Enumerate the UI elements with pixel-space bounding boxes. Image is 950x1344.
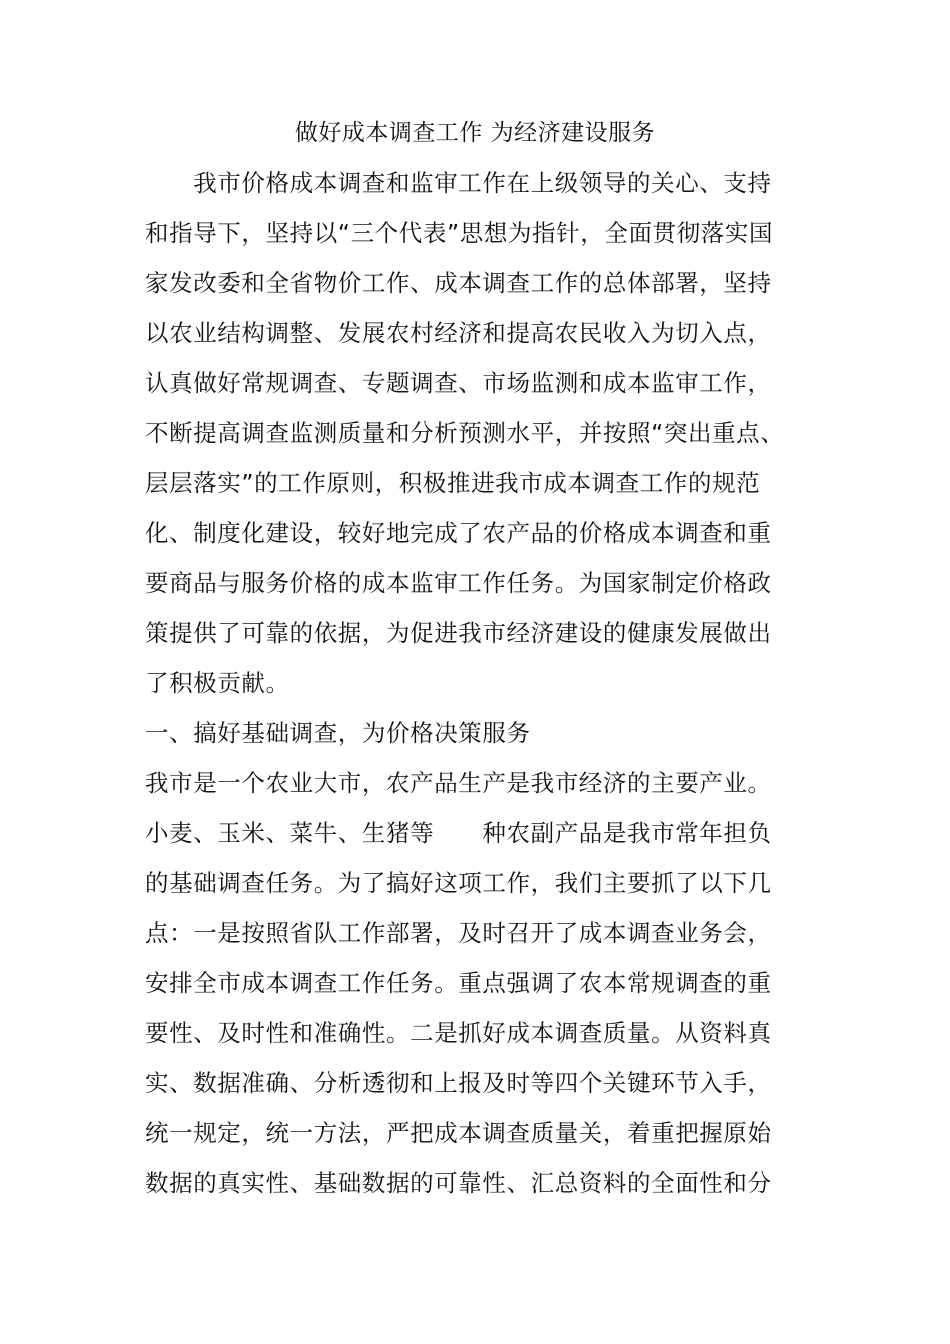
paragraph-line: 认真做好常规调查、专题调查、市场监测和成本监审工作， (145, 369, 772, 397)
document-title: 做好成本调查工作 为经济建设服务 (294, 120, 656, 146)
paragraph-line: 家发改委和全省物价工作、成本调查工作的总体部署，坚持 (145, 269, 772, 297)
paragraph-line: 数据的真实性、基础数据的可靠性、汇总资料的全面性和分 (145, 1169, 772, 1197)
section-heading: 一、搞好基础调查，为价格决策服务 (145, 719, 531, 747)
paragraph-line: 了积极贡献。 (145, 669, 290, 697)
paragraph-line: 实、数据准确、分析透彻和上报及时等四个关键环节入手， (145, 1069, 772, 1097)
paragraph-line: 和指导下，坚持以“三个代表”思想为指针，全面贯彻落实国 (145, 219, 774, 247)
paragraph-line: 安排全市成本调查工作任务。重点强调了农本常规调查的重 (145, 969, 772, 997)
paragraph-line: 层层落实”的工作原则，积极推进我市成本调查工作的规范 (145, 469, 761, 497)
paragraph-line: 我市是一个农业大市，农产品生产是我市经济的主要产业。 (145, 769, 772, 797)
paragraph-line: 统一规定，统一方法，严把成本调查质量关，着重把握原始 (145, 1119, 772, 1147)
paragraph-line: 以农业结构调整、发展农村经济和提高农民收入为切入点， (145, 319, 772, 347)
paragraph-line: 策提供了可靠的依据，为促进我市经济建设的健康发展做出 (145, 619, 772, 647)
paragraph-line: 要性、及时性和准确性。二是抓好成本调查质量。从资料真 (145, 1019, 772, 1047)
paragraph-line: 的基础调查任务。为了搞好这项工作，我们主要抓了以下几 (145, 869, 772, 897)
paragraph-line: 不断提高调查监测质量和分析预测水平，并按照“突出重点、 (145, 419, 785, 447)
paragraph-line: 我市价格成本调查和监审工作在上级领导的关心、支持 (145, 169, 772, 197)
paragraph-line: 化、制度化建设，较好地完成了农产品的价格成本调查和重 (145, 519, 772, 547)
paragraph-line: 小麦、玉米、菜牛、生猪等 种农副产品是我市常年担负 (145, 819, 772, 847)
paragraph-line: 点：一是按照省队工作部署，及时召开了成本调查业务会， (145, 919, 772, 947)
paragraph-line: 要商品与服务价格的成本监审工作任务。为国家制定价格政 (145, 569, 772, 597)
